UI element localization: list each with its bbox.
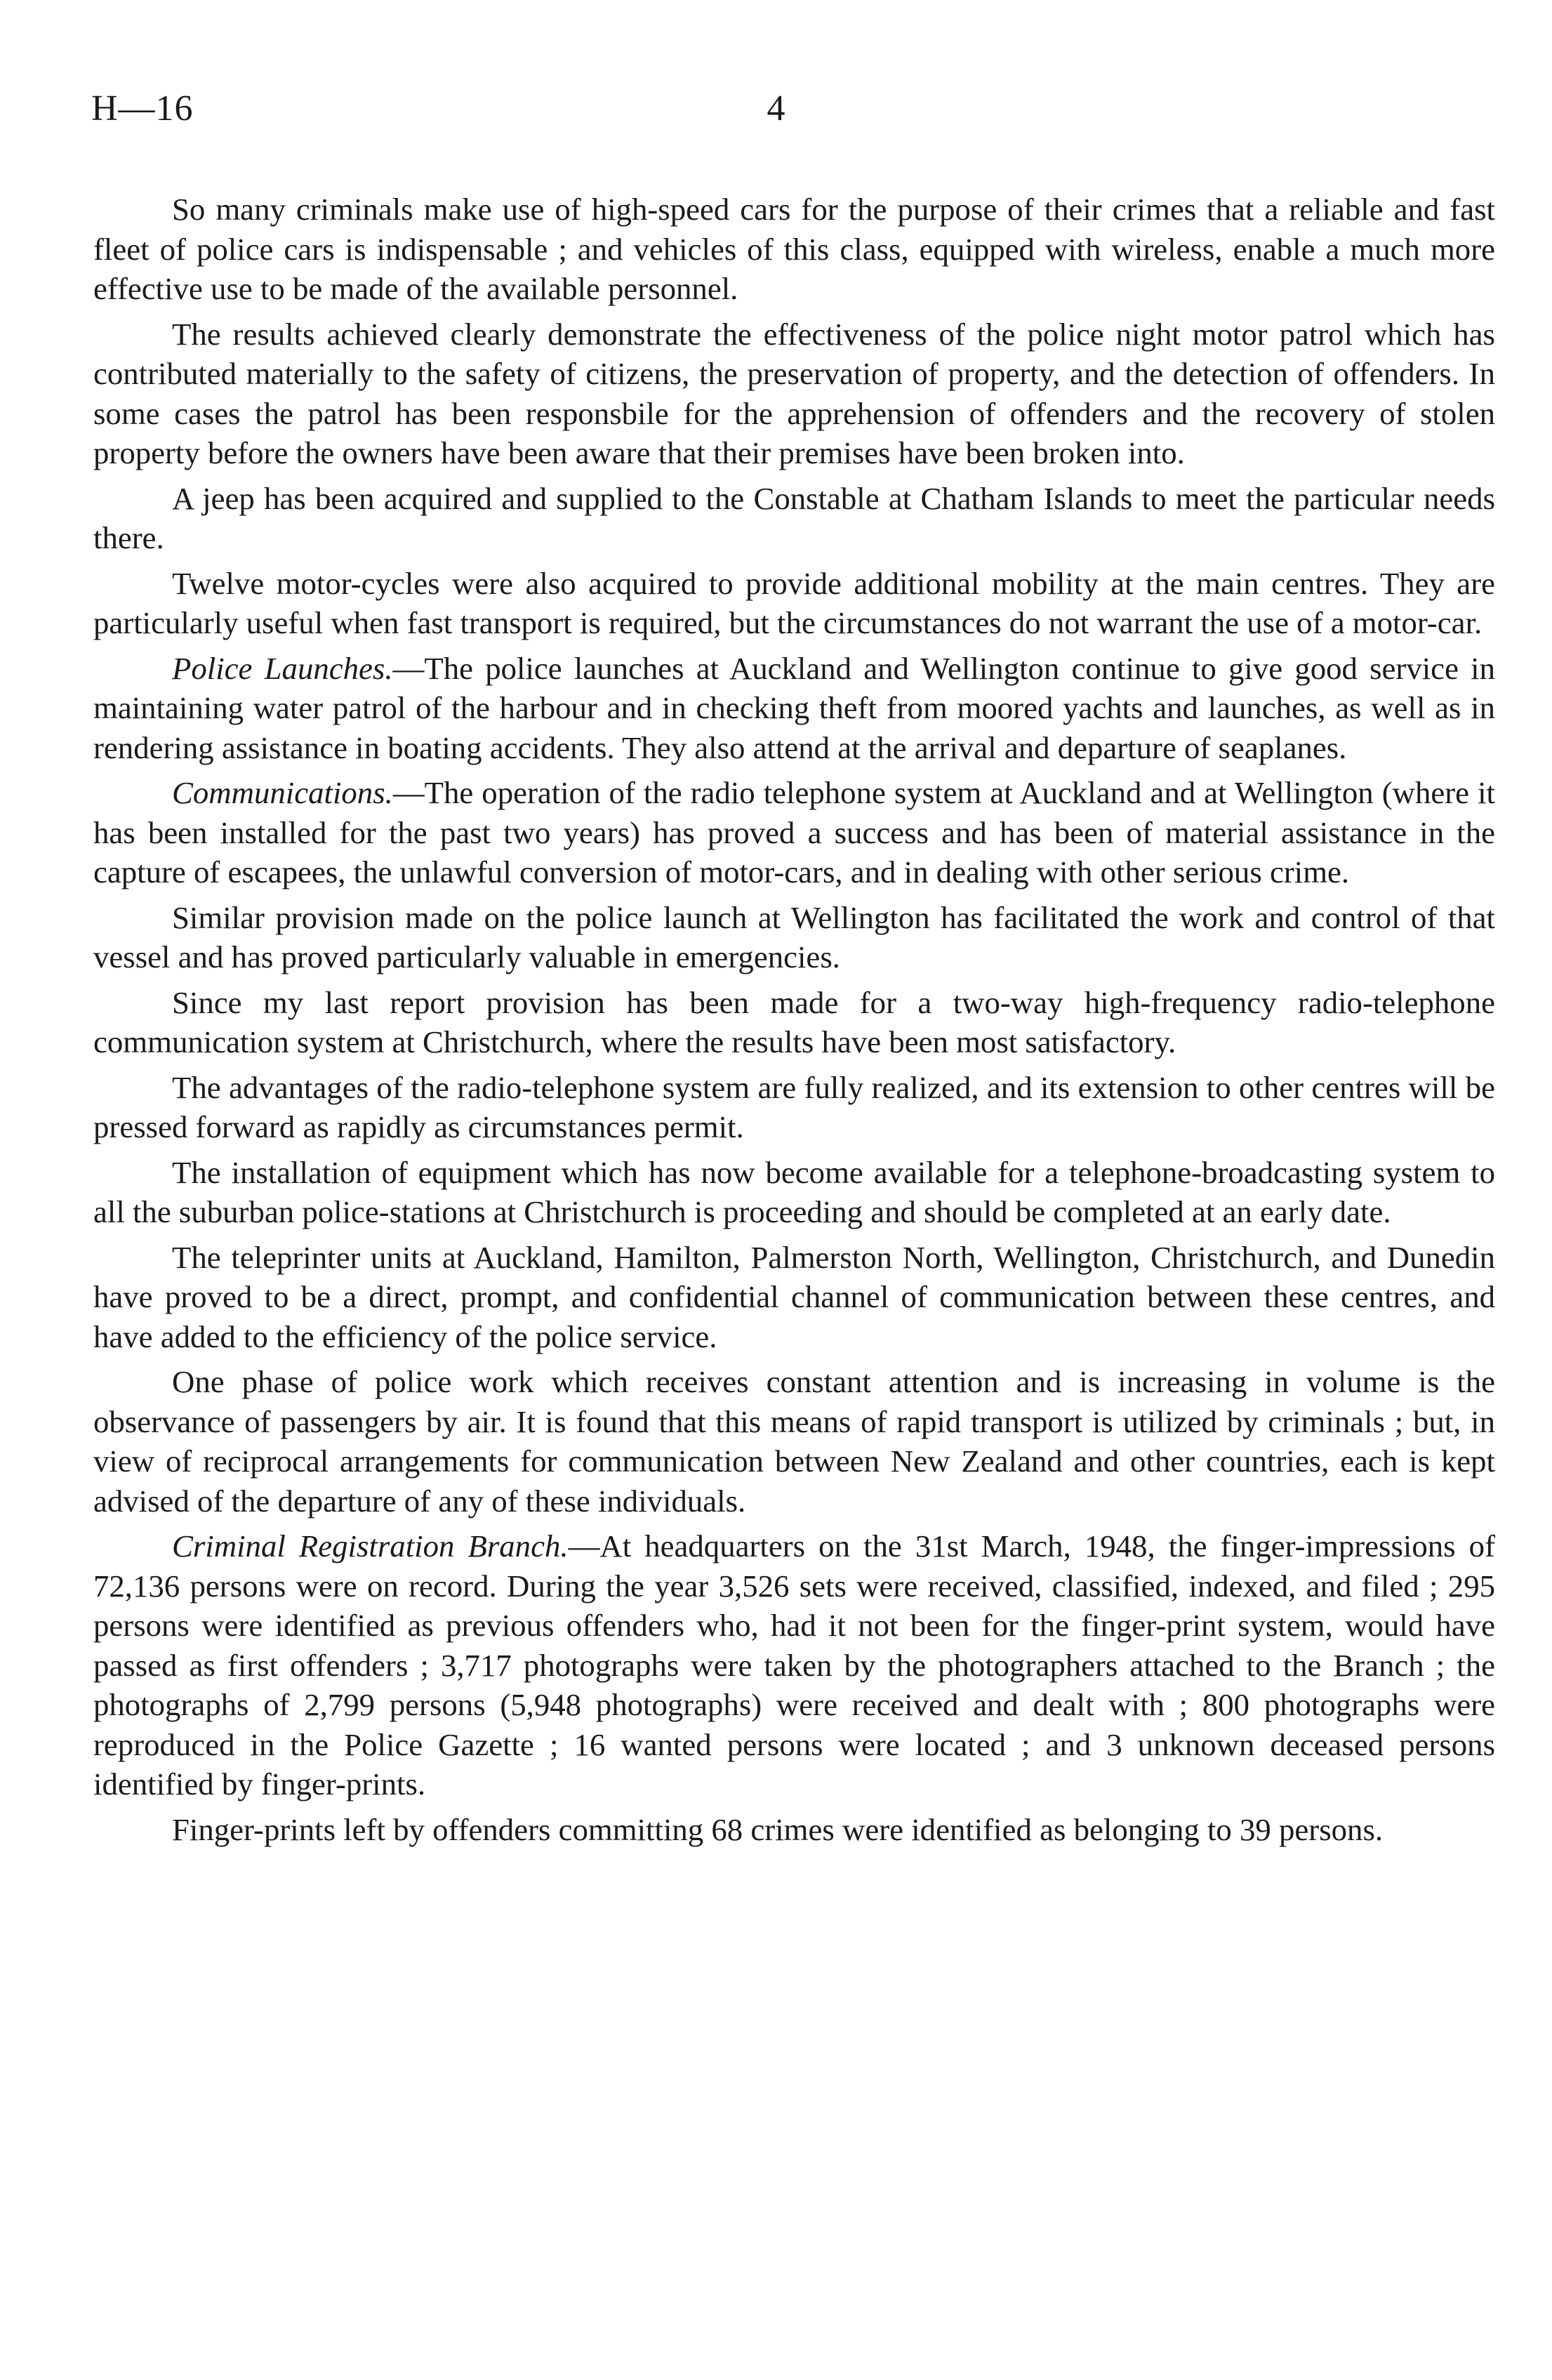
- paragraph-text: —The police launches at Auckland and Wellington continue to give good service in maintaining water patrol of the harbour and in checking theft from moored yachts and launches, as well as in rendering assistance in boating accidents. They also attend at the arrival and departure of seaplanes.: [93, 650, 1496, 765]
- paragraph-text: So many criminals make use of high-speed cars for the purpose of their crimes that a reliable and fast fleet of police cars is indispensable ; and vehicles of this class, equipped with wireless, enable a much more effective use to be made of the available personnel.: [93, 192, 1495, 306]
- paragraph: [93, 315, 1495, 473]
- paragraph-text: —The operation of the radio telephone system at Auckland and at Wellington (where it has been installed for the past two years) has proved a success and has been of material assistance in the capture of escapees, the unlawful conversion of motor-cars, and in dealing with other serious crime.: [93, 775, 1495, 890]
- section-heading: Police Launches.: [172, 650, 393, 686]
- paragraph: [93, 564, 1495, 643]
- paragraph: [93, 190, 1495, 309]
- paragraph-text: Similar provision made on the police launch at Wellington has facilitated the work and control of that vessel and has proved particularly valuable in emergencies.: [93, 899, 1495, 974]
- paragraph: [93, 1153, 1495, 1232]
- paragraph: [93, 773, 1495, 892]
- paragraph-text: Finger-prints left by offenders committing 68 crimes were identified as belonging to 39 persons.: [172, 1811, 1384, 1847]
- paragraph-text: —At headquarters on the 31st March, 1948, the finger-impressions of 72,136 persons were on record. During the year 3,526 sets were received, classified, indexed, and filed ; 295 persons were identified as previous offenders who, had it not been for the finger-print system, would have passed as first offenders ; 3,717 photographs were taken by the photographers attached to the Branch ; the photographs of 2,799 persons (5,948 photographs) were received and dealt with ; 800 photographs were reproduced in the Police Gazette ; 16 wanted persons were located ; and 3 unknown deceased persons identified by finger-prints.: [93, 1528, 1495, 1801]
- paragraph-text: One phase of police work which receives constant attention and is increasing in volume is the observance of passengers by air. It is found that this means of rapid transport is utilized by criminals ; but, in view of reciprocal arrangements for communication between New Zealand and other countries, each is kept advised of the departure of any of these individuals.: [93, 1364, 1495, 1519]
- paragraph: [93, 1362, 1495, 1521]
- paragraph: [93, 479, 1495, 558]
- paragraph-text: Since my last report provision has been made for a two-way high-frequency radio-telephone communication system at Christchurch, where the results have been most satisfactory.: [93, 984, 1495, 1059]
- paragraph-text: The results achieved clearly demonstrate the effectiveness of the police night motor patrol which has contributed materially to the safety of citizens, the preservation of property, and the detection of offenders. In some cases the patrol has been responsbile for the apprehension of offenders and the recovery of stolen property before the owners have been aware that their premises have been broken into.: [93, 316, 1495, 470]
- paragraph: [93, 1810, 1495, 1850]
- page-number: 4: [767, 88, 785, 128]
- paragraph-text: Twelve motor-cycles were also acquired to provide additional mobility at the main centres. They are particularly useful when fast transport is required, but the circumstances do not warrant the use of a motor-car.: [93, 565, 1495, 640]
- section-heading: Criminal Registration Branch.: [172, 1528, 569, 1563]
- paragraph-text: The advantages of the radio-telephone system are fully realized, and its extension to other centres will be pressed forward as rapidly as circumstances permit.: [93, 1069, 1495, 1144]
- paragraph-text: The teleprinter units at Auckland, Hamilton, Palmerston North, Wellington, Christchurch, and Dunedin have proved to be a direct, prompt, and confidential channel of communication between these centres, and have added to the efficiency of the police service.: [93, 1239, 1495, 1354]
- paragraph: [93, 1526, 1495, 1804]
- section-heading: Communications.: [172, 775, 393, 810]
- document-code: H—16: [91, 88, 194, 128]
- paragraph: [93, 898, 1495, 977]
- paragraph-text: The installation of equipment which has now become available for a telephone-broadcasting system to all the suburban police-stations at Christchurch is proceeding and should be completed at an early date.: [93, 1154, 1495, 1229]
- paragraph: [93, 983, 1495, 1062]
- body-text: [93, 190, 1495, 1855]
- paragraph-text: A jeep has been acquired and supplied to the Constable at Chatham Islands to meet the particular needs there.: [93, 480, 1495, 555]
- paragraph: [93, 1238, 1495, 1357]
- page-header: [91, 81, 1461, 137]
- paragraph: [93, 649, 1495, 768]
- paragraph: [93, 1068, 1495, 1147]
